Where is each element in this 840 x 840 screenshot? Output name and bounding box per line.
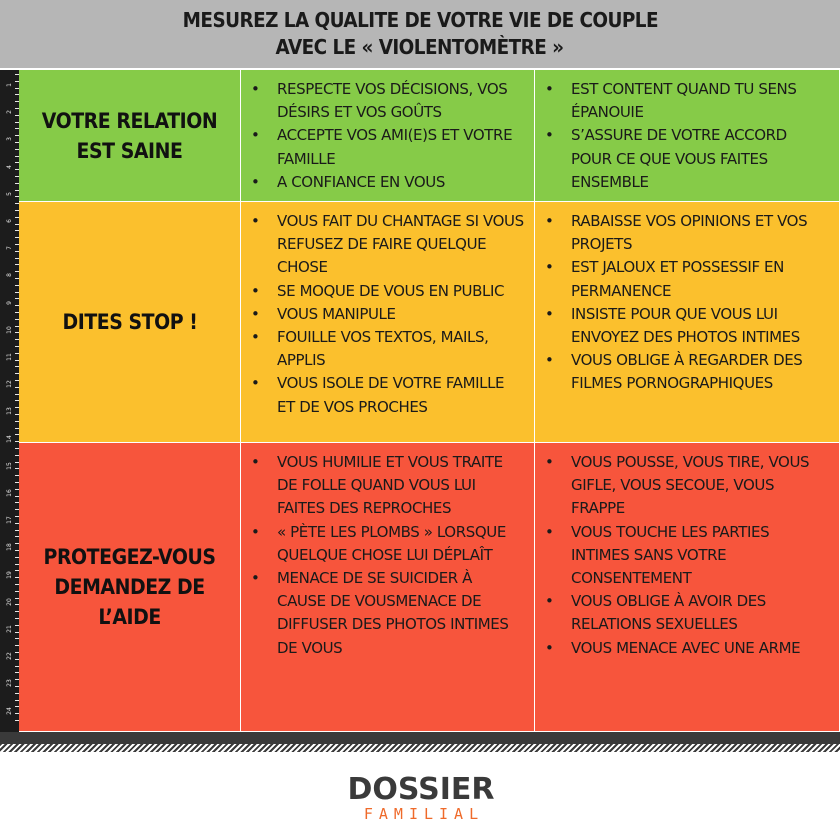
ruler-number-label: 7 [5, 246, 13, 251]
behavior-item: • VOUS OBLIGE À REGARDER DES FILMES PORNOGRAPHIQUES [571, 349, 829, 395]
ruler-number-label: 1 [5, 83, 13, 87]
behavior-item: • VOUS MANIPULE [277, 303, 524, 326]
dossier-familial-logo [346, 774, 496, 824]
level-label-stop [19, 202, 241, 443]
behaviors-cell [241, 70, 535, 202]
logo-wordmark-top: DOSSIER [347, 772, 495, 807]
ruler-number-label: 14 [5, 434, 13, 443]
level-label-healthy [19, 70, 241, 202]
behavior-list [241, 202, 534, 419]
violentometre-table [19, 70, 840, 732]
behavior-item: • EST CONTENT QUAND TU SENS ÉPANOUIE [571, 78, 829, 124]
ruler-number-label: 12 [5, 380, 13, 389]
behavior-item: • VOUS OBLIGE À AVOIR DES RELATIONS SEXUELLES [571, 590, 829, 636]
behavior-item: • EST JALOUX ET POSSESSIF EN PERMANENCE [571, 256, 829, 302]
behavior-list [535, 202, 839, 396]
behavior-item: • A CONFIANCE EN VOUS [277, 171, 524, 194]
behavior-item: • VOUS POUSSE, VOUS TIRE, VOUS GIFLE, VOUS SECOUE, VOUS FRAPPE [571, 451, 829, 521]
ruler-number-label: 3 [5, 137, 13, 142]
ruler-number-label: 4 [5, 164, 13, 169]
level-label-line: DEMANDEZ DE [54, 575, 205, 599]
behavior-item: • RABAISSE VOS OPINIONS ET VOS PROJETS [571, 210, 829, 256]
ruler-number-label: 11 [5, 353, 13, 361]
behavior-item: • RESPECTE VOS DÉCISIONS, VOS DÉSIRS ET VOS GOÛTS [277, 78, 524, 124]
behaviors-cell [241, 202, 535, 443]
ruler-number-label: 18 [5, 543, 13, 552]
level-label-line: L’AIDE [98, 605, 161, 629]
behavior-item: • S’ASSURE DE VOTRE ACCORD POUR CE QUE VOUS FAITES ENSEMBLE [571, 124, 829, 194]
behavior-item: • VOUS TOUCHE LES PARTIES INTIMES SANS VOTRE CONSENTEMENT [571, 521, 829, 591]
level-label-line: DITES STOP ! [62, 310, 197, 334]
behavior-item: • VOUS FAIT DU CHANTAGE SI VOUS REFUSEZ DE FAIRE QUELQUE CHOSE [277, 210, 524, 280]
page-title-line-2: AVEC LE « VIOLENTOMÈTRE » [276, 35, 564, 59]
level-label-line: PROTEGEZ-VOUS [43, 545, 216, 569]
ruler-number-label: 16 [5, 489, 13, 497]
behavior-item: • FOUILLE VOS TEXTOS, MAILS, APPLIS [277, 326, 524, 372]
level-label-line: EST SAINE [76, 138, 183, 163]
behavior-item: • VOUS HUMILIE ET VOUS TRAITE DE FOLLE QUAND VOUS LUI FAITES DES REPROCHES [277, 451, 524, 521]
page-title-line-1: MESUREZ LA QUALITE DE VOTRE VIE DE COUPLE [182, 8, 658, 32]
behavior-item: • VOUS ISOLE DE VOTRE FAMILLE ET DE VOS PROCHES [277, 372, 524, 418]
ruler-number-label: 15 [5, 461, 13, 470]
ruler-number-label: 5 [5, 191, 13, 196]
behavior-item: • « PÈTE LES PLOMBS » LORSQUE QUELQUE CHOSE LUI DÉPLAÎT [277, 521, 524, 567]
ruler-number-label: 20 [5, 597, 13, 606]
behavior-list [241, 70, 534, 194]
behavior-item: • VOUS MENACE AVEC UNE ARME [571, 637, 829, 660]
behavior-item: • INSISTE POUR QUE VOUS LUI ENVOYEZ DES PHOTOS INTIMES [571, 303, 829, 349]
behavior-list [535, 70, 839, 194]
behaviors-cell [535, 443, 840, 732]
side-ruler [0, 70, 19, 732]
behavior-item: • SE MOQUE DE VOUS EN PUBLIC [277, 280, 524, 303]
ruler-number-label: 17 [5, 516, 13, 525]
ruler-number-label: 19 [5, 570, 13, 579]
ruler-number-label: 10 [5, 325, 13, 334]
behavior-list [535, 443, 839, 660]
ruler-number-label: 6 [5, 219, 13, 223]
behavior-item: • MENACE DE SE SUICIDER À CAUSE DE VOUSMENACE DE DIFFUSER DES PHOTOS INTIMES DE VOUS [277, 567, 524, 660]
ruler-number-label: 21 [5, 625, 13, 633]
ruler-number-label: 13 [5, 407, 13, 416]
behavior-item: • ACCEPTE VOS AMI(E)S ET VOTRE FAMILLE [277, 124, 524, 170]
ruler-number-label: 22 [5, 652, 13, 661]
behaviors-cell [535, 202, 840, 443]
behaviors-cell [241, 443, 535, 732]
ruler-number-label: 8 [5, 273, 13, 278]
ruler-number-label: 2 [5, 110, 13, 115]
behavior-list [241, 443, 534, 660]
level-label-danger [19, 443, 241, 732]
level-label-line: VOTRE RELATION [41, 108, 218, 133]
page-header [0, 0, 840, 68]
hatched-divider [0, 732, 840, 752]
ruler-number-label: 9 [5, 300, 13, 305]
behaviors-cell [535, 70, 840, 202]
logo-wordmark-bottom: FAMILIAL [363, 805, 485, 823]
ruler-number-label: 24 [5, 706, 13, 715]
ruler-number-label: 23 [5, 679, 13, 688]
